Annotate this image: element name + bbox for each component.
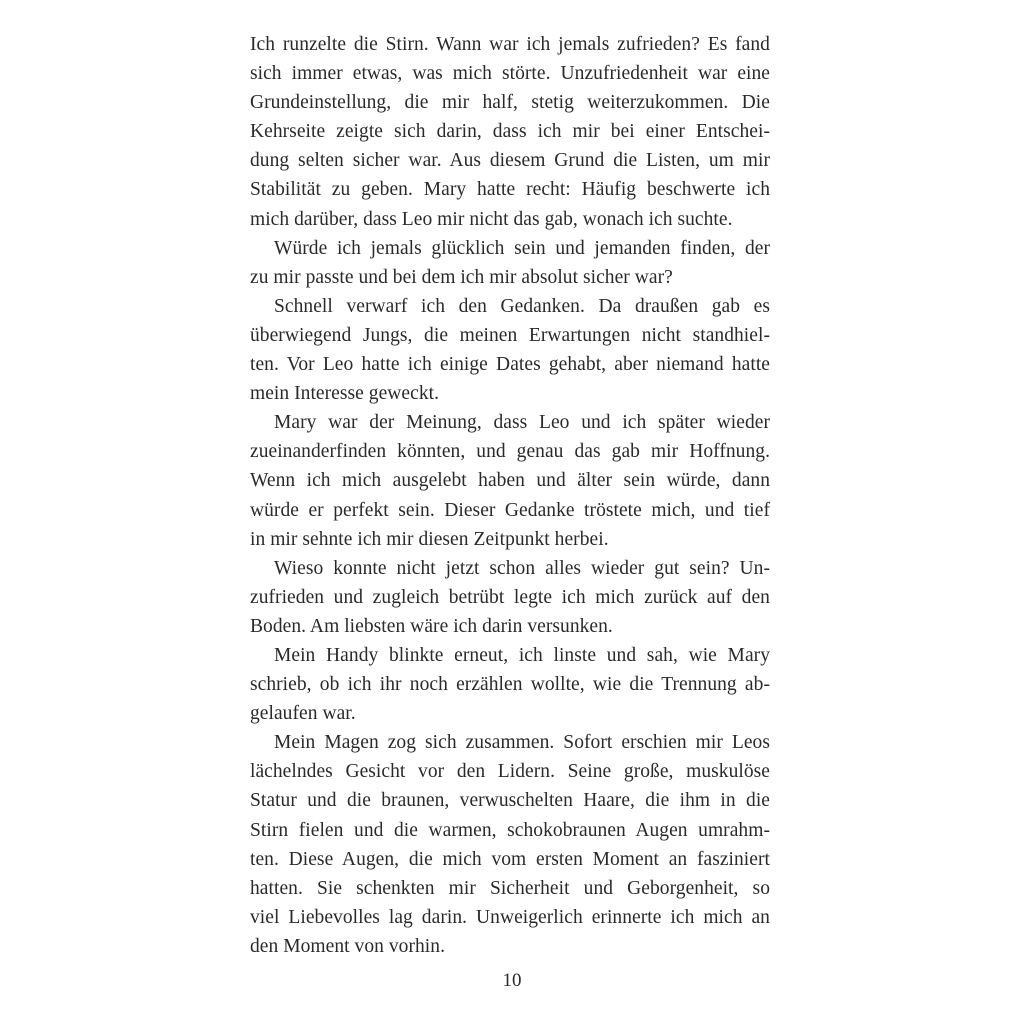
text-line: dung selten sicher war. Aus diesem Grund die Listen, um mir <box>250 150 770 172</box>
text-line: den Moment von vorhin. <box>250 935 445 957</box>
text-line: Mary war der Meinung, dass Leo und ich später wieder <box>274 412 770 434</box>
text-line: Wenn ich mich ausgelebt haben und älter sein würde, dann <box>250 470 770 492</box>
text-line: viel Liebevolles lag darin. Unweigerlich erinnerte ich mich an <box>250 906 770 928</box>
text-line: Stabilität zu geben. Mary hatte recht: Häufig beschwerte ich <box>250 179 770 201</box>
text-line: mich darüber, dass Leo mir nicht das gab, wonach ich suchte. <box>250 208 733 230</box>
text-line: schrieb, ob ich ihr noch erzählen wollte, wie die Trennung ab- <box>250 674 770 696</box>
text-line: Mein Handy blinkte erneut, ich linste und sah, wie Mary <box>274 644 770 666</box>
text-line: ten. Diese Augen, die mich vom ersten Moment an fasziniert <box>250 848 770 870</box>
text-line: gelaufen war. <box>250 703 356 725</box>
text-line: ten. Vor Leo hatte ich einige Dates gehabt, aber niemand hatte <box>250 354 770 376</box>
text-line: zueinanderfinden könnten, und genau das gab mir Hoffnung. <box>250 441 770 463</box>
text-line: Schnell verwarf ich den Gedanken. Da draußen gab es <box>274 295 770 317</box>
text-line: Boden. Am liebsten wäre ich darin versunken. <box>250 615 613 637</box>
text-line: überwiegend Jungs, die meinen Erwartungen nicht standhiel- <box>250 324 770 346</box>
text-line: Stirn fielen und die warmen, schokobraunen Augen umrahm- <box>250 819 770 841</box>
text-line: Würde ich jemals glücklich sein und jemanden finden, der <box>274 237 770 259</box>
text-line: in mir sehnte ich mir diesen Zeitpunkt herbei. <box>250 528 609 550</box>
text-line: Statur und die braunen, verwuschelten Haare, die ihm in die <box>250 790 770 812</box>
text-line: lächelndes Gesicht vor den Lidern. Seine große, muskulöse <box>250 761 770 783</box>
text-line: zu mir passte und bei dem ich mir absolut sicher war? <box>250 266 673 288</box>
text-line: mein Interesse geweckt. <box>250 383 440 405</box>
body-text <box>250 30 770 961</box>
text-line: würde er perfekt sein. Dieser Gedanke tröstete mich, und tief <box>250 499 770 521</box>
text-line: sich immer etwas, was mich störte. Unzufriedenheit war eine <box>250 63 770 85</box>
text-line: Kehrseite zeigte sich darin, dass ich mir bei einer Entschei- <box>250 121 770 143</box>
page-number: 10 <box>502 970 522 991</box>
text-line: zufrieden und zugleich betrübt legte ich mich zurück auf den <box>250 586 770 608</box>
text-line: Grundeinstellung, die mir half, stetig weiterzukommen. Die <box>250 92 770 114</box>
text-line: hatten. Sie schenkten mir Sicherheit und Geborgenheit, so <box>250 877 770 899</box>
text-line: Mein Magen zog sich zusammen. Sofort erschien mir Leos <box>274 732 770 754</box>
text-line: Wieso konnte nicht jetzt schon alles wieder gut sein? Un- <box>274 557 770 579</box>
text-line: Ich runzelte die Stirn. Wann war ich jemals zufrieden? Es fand <box>250 34 770 55</box>
